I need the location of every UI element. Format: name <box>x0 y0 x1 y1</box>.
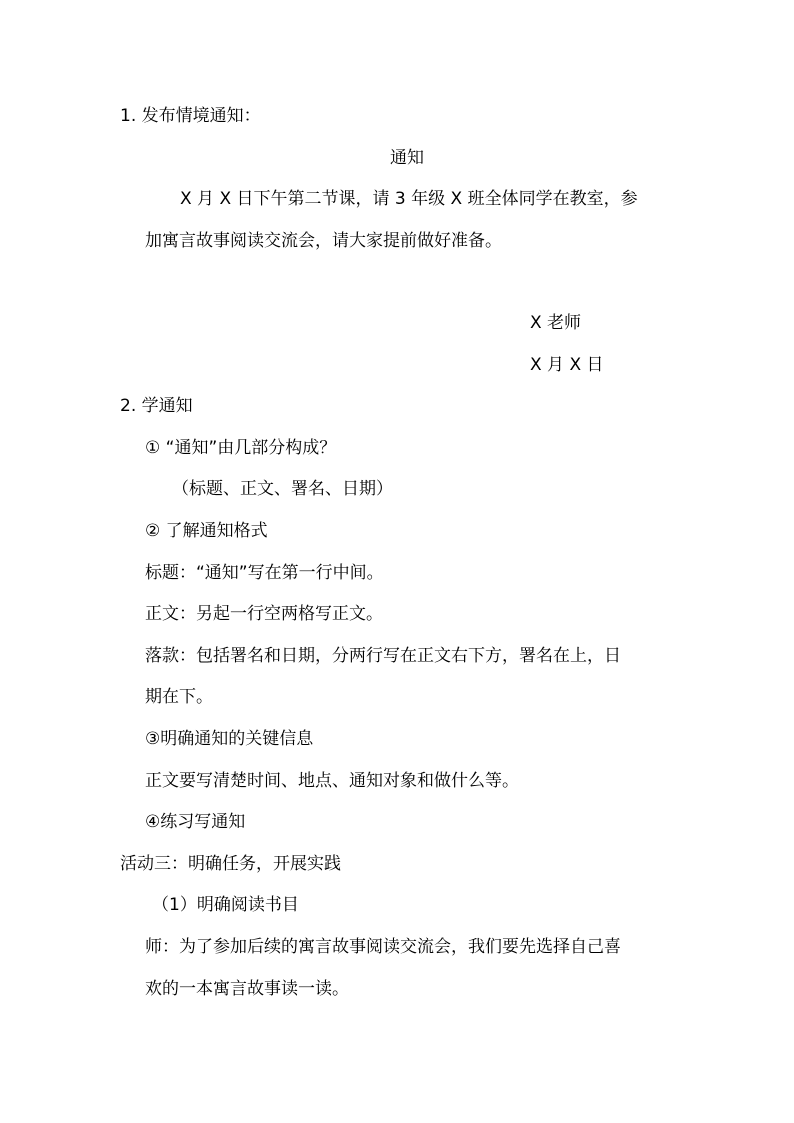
format-body: 正文：另起一行空两格写正文。 <box>145 604 383 624</box>
teacher-line1: 师：为了参加后续的寓言故事阅读交流会，我们要先选择自己喜 <box>145 937 621 957</box>
notice-body-line1: X 月 X 日下午第二节课，请 3 年级 X 班全体同学在教室，参 <box>180 189 638 209</box>
question-3: ③明确通知的关键信息 <box>145 729 314 749</box>
teacher-line2: 欢的一本寓言故事读一读。 <box>145 979 349 999</box>
step-1: （1）明确阅读书目 <box>152 895 299 915</box>
section1-heading: 1. 发布情境通知： <box>120 106 261 126</box>
notice-signature: X 老师 <box>530 313 582 333</box>
question-1: ① “通知”由几部分构成？ <box>145 438 337 458</box>
question-2: ② 了解通知格式 <box>145 521 268 541</box>
notice-date: X 月 X 日 <box>530 355 604 375</box>
question-1-answer: （标题、正文、署名、日期） <box>172 479 393 499</box>
question-3-answer: 正文要写清楚时间、地点、通知对象和做什么等。 <box>145 771 519 791</box>
format-signature-line1: 落款：包括署名和日期，分两行写在正文右下方，署名在上，日 <box>145 646 621 666</box>
notice-body-line2: 加寓言故事阅读交流会，请大家提前做好准备。 <box>145 231 502 251</box>
format-title: 标题：“通知”写在第一行中间。 <box>145 563 384 583</box>
notice-title: 通知 <box>390 148 424 168</box>
activity3-heading: 活动三：明确任务，开展实践 <box>120 854 341 874</box>
question-4: ④练习写通知 <box>145 812 246 832</box>
section2-heading: 2. 学通知 <box>120 396 193 416</box>
format-signature-line2: 期在下。 <box>145 687 213 707</box>
